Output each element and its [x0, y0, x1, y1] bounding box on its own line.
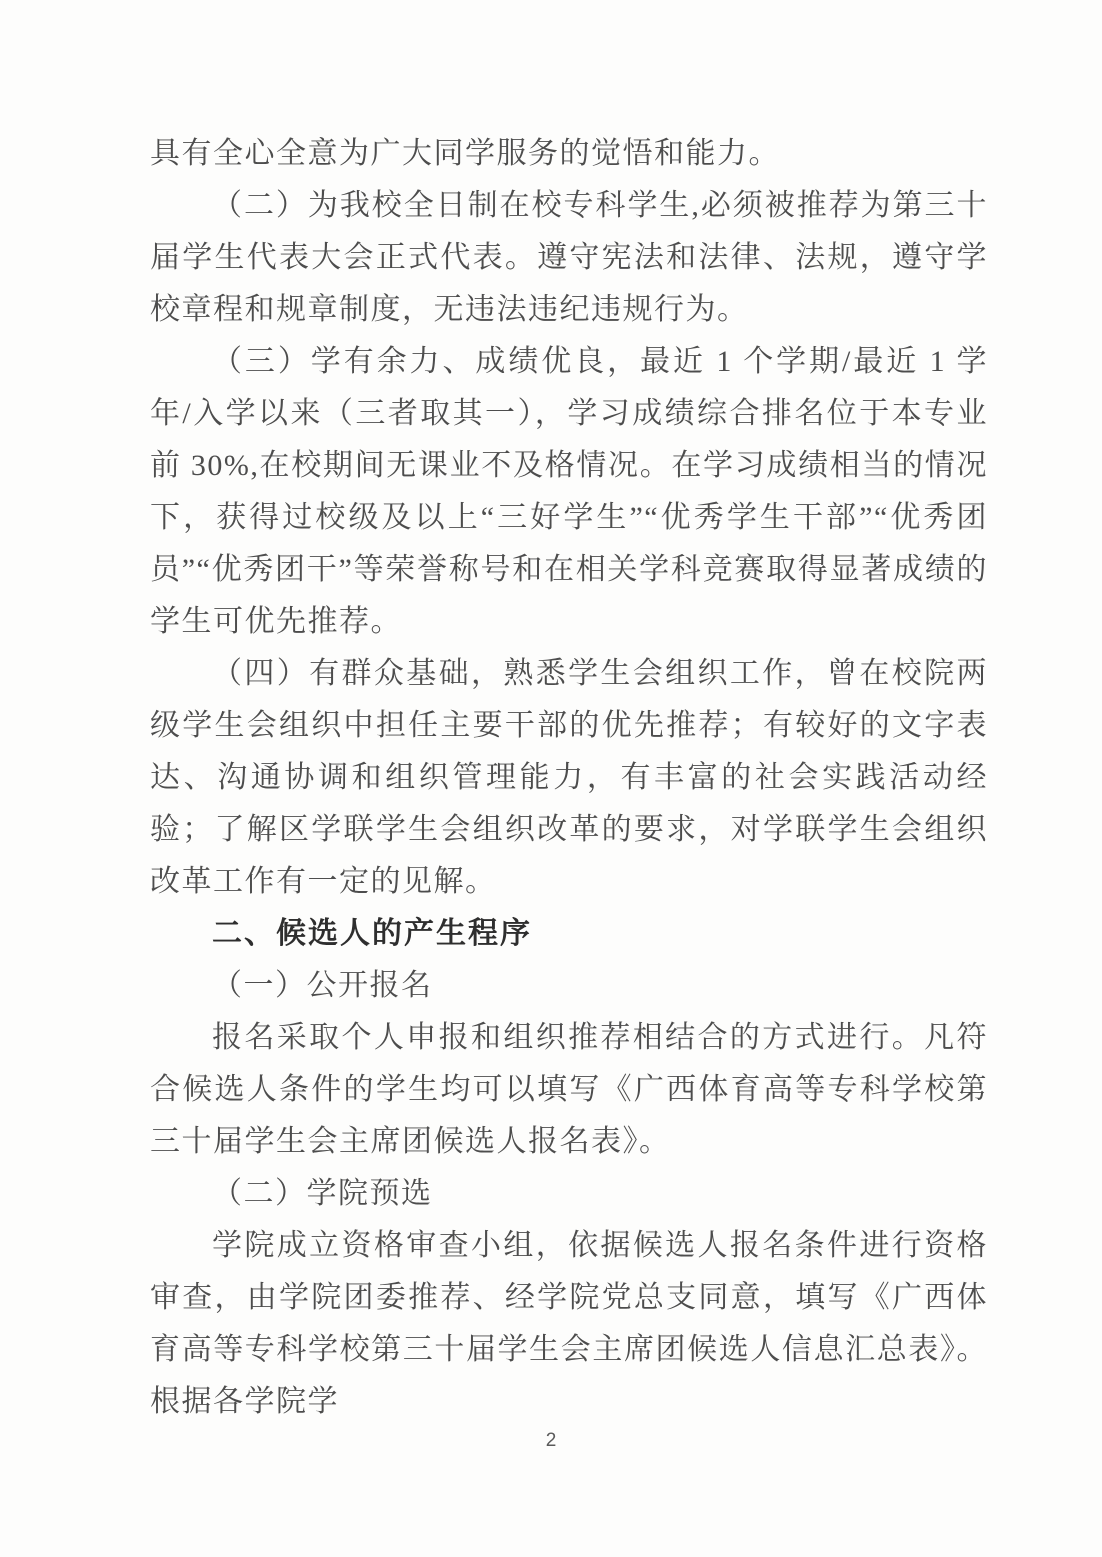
document-body	[150, 128, 988, 1428]
paragraph-criterion-3: （三）学有余力、成绩优良，最近 1 个学期/最近 1 学年/入学以来（三者取其一），学习成绩综合排名位于本专业前 30%,在校期间无课业不及格情况。在学习成绩相当的情况下，获得过校级及以上“三好学生”“优秀学生干部”“优秀团员”“优秀团干”等荣誉称号和在相关学科竞赛取得显著成绩的学生可优先推荐。	[150, 345, 988, 638]
subsection-heading-college-preselection: （二）学院预选	[212, 1177, 433, 1210]
page-number: 2	[545, 1430, 557, 1451]
paragraph-criterion-2: （二）为我校全日制在校专科学生,必须被推荐为第三十届学生代表大会正式代表。遵守宪法和法律、法规，遵守学校章程和规章制度，无违法违纪违规行为。	[150, 189, 988, 326]
section-heading: 二、候选人的产生程序	[212, 917, 532, 950]
paragraph-criterion-4: （四）有群众基础，熟悉学生会组织工作，曾在校院两级学生会组织中担任主要干部的优先推荐；有较好的文字表达、沟通协调和组织管理能力，有丰富的社会实践活动经验；了解区学联学生会组织改革的要求，对学联学生会组织改革工作有一定的见解。	[150, 657, 988, 898]
paragraph-preselection-details: 学院成立资格审查小组，依据候选人报名条件进行资格审查，由学院团委推荐、经学院党总支同意，填写《广西体育高等专科学校第三十届学生会主席团候选人信息汇总表》。根据各学院学	[150, 1229, 988, 1418]
subsection-heading-open-registration: （一）公开报名	[212, 969, 433, 1002]
paragraph-registration-details: 报名采取个人申报和组织推荐相结合的方式进行。凡符合候选人条件的学生均可以填写《广西体育高等专科学校第三十届学生会主席团候选人报名表》。	[150, 1021, 988, 1158]
paragraph-continuation: 具有全心全意为广大同学服务的觉悟和能力。	[150, 137, 780, 170]
